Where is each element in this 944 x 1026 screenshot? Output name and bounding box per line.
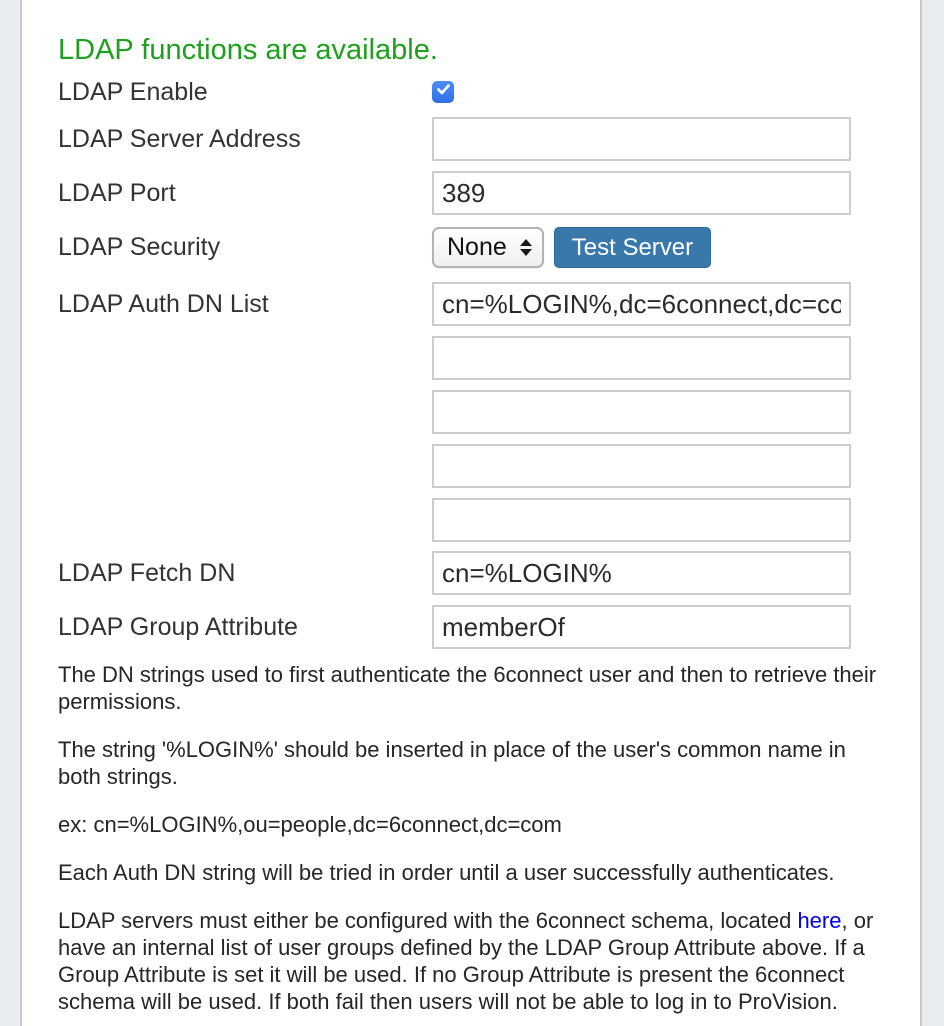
ldap-enable-row — [58, 77, 920, 107]
ldap-group-attribute-input[interactable] — [432, 605, 851, 649]
ldap-enable-label: LDAP Enable — [58, 78, 208, 106]
ldap-fetch-dn-input[interactable] — [432, 551, 851, 595]
ldap-security-select[interactable] — [432, 227, 544, 268]
ldap-server-address-input[interactable] — [432, 117, 851, 161]
checkmark-icon — [436, 83, 451, 101]
page-gutter-right — [920, 0, 944, 1026]
ldap-fetch-dn-row — [58, 551, 920, 595]
ldap-auth-dn-input-4[interactable] — [432, 444, 851, 488]
test-server-button[interactable]: Test Server — [554, 227, 711, 268]
ldap-security-selected-value: None — [447, 233, 507, 261]
help-schema-text-before: LDAP servers must either be configured with the 6connect schema, located — [58, 908, 798, 933]
help-paragraph-dn-strings: The DN strings used to first authenticate the 6connect user and then to retrieve their permissions. — [58, 662, 877, 714]
ldap-server-address-label: LDAP Server Address — [58, 125, 301, 153]
ldap-status-message: LDAP functions are available. — [58, 34, 438, 66]
ldap-port-label: LDAP Port — [58, 179, 176, 207]
ldap-server-address-row — [58, 117, 920, 161]
ldap-help-text — [58, 661, 882, 1015]
ldap-group-attribute-label: LDAP Group Attribute — [58, 613, 298, 641]
ldap-port-row — [58, 171, 920, 215]
help-paragraph-auth-order: Each Auth DN string will be tried in order until a user successfully authenticates. — [58, 860, 835, 885]
ldap-security-label: LDAP Security — [58, 233, 221, 261]
ldap-auth-dn-input-5[interactable] — [432, 498, 851, 542]
select-arrows-icon — [520, 239, 532, 256]
help-paragraph-example: ex: cn=%LOGIN%,ou=people,dc=6connect,dc=com — [58, 812, 562, 837]
schema-here-link[interactable]: here — [797, 908, 842, 933]
ldap-auth-dn-input-2[interactable] — [432, 336, 851, 380]
ldap-auth-dn-label: LDAP Auth DN List — [58, 290, 269, 318]
ldap-security-row — [58, 227, 920, 268]
ldap-port-input[interactable] — [432, 171, 851, 215]
ldap-settings-panel — [22, 0, 920, 1015]
ldap-enable-checkbox[interactable] — [432, 81, 454, 103]
ldap-auth-dn-row — [58, 282, 920, 542]
ldap-auth-dn-input-1[interactable] — [432, 282, 851, 326]
help-paragraph-schema — [58, 907, 882, 1015]
ldap-auth-dn-input-3[interactable] — [432, 390, 851, 434]
ldap-fetch-dn-label: LDAP Fetch DN — [58, 559, 236, 587]
help-schema-text-after: , or have an internal list of user groups defined by the LDAP Group Attribute above. If a Group Attribute is set it will be used. If no Group Attribute is present the 6connect schema will be used. If both fail then users will not be able to log in to ProVision. — [58, 908, 874, 1014]
page-gutter-left — [0, 0, 22, 1026]
ldap-group-attribute-row — [58, 605, 920, 649]
help-paragraph-login-token: The string '%LOGIN%' should be inserted in place of the user's common name in both strings. — [58, 737, 846, 789]
